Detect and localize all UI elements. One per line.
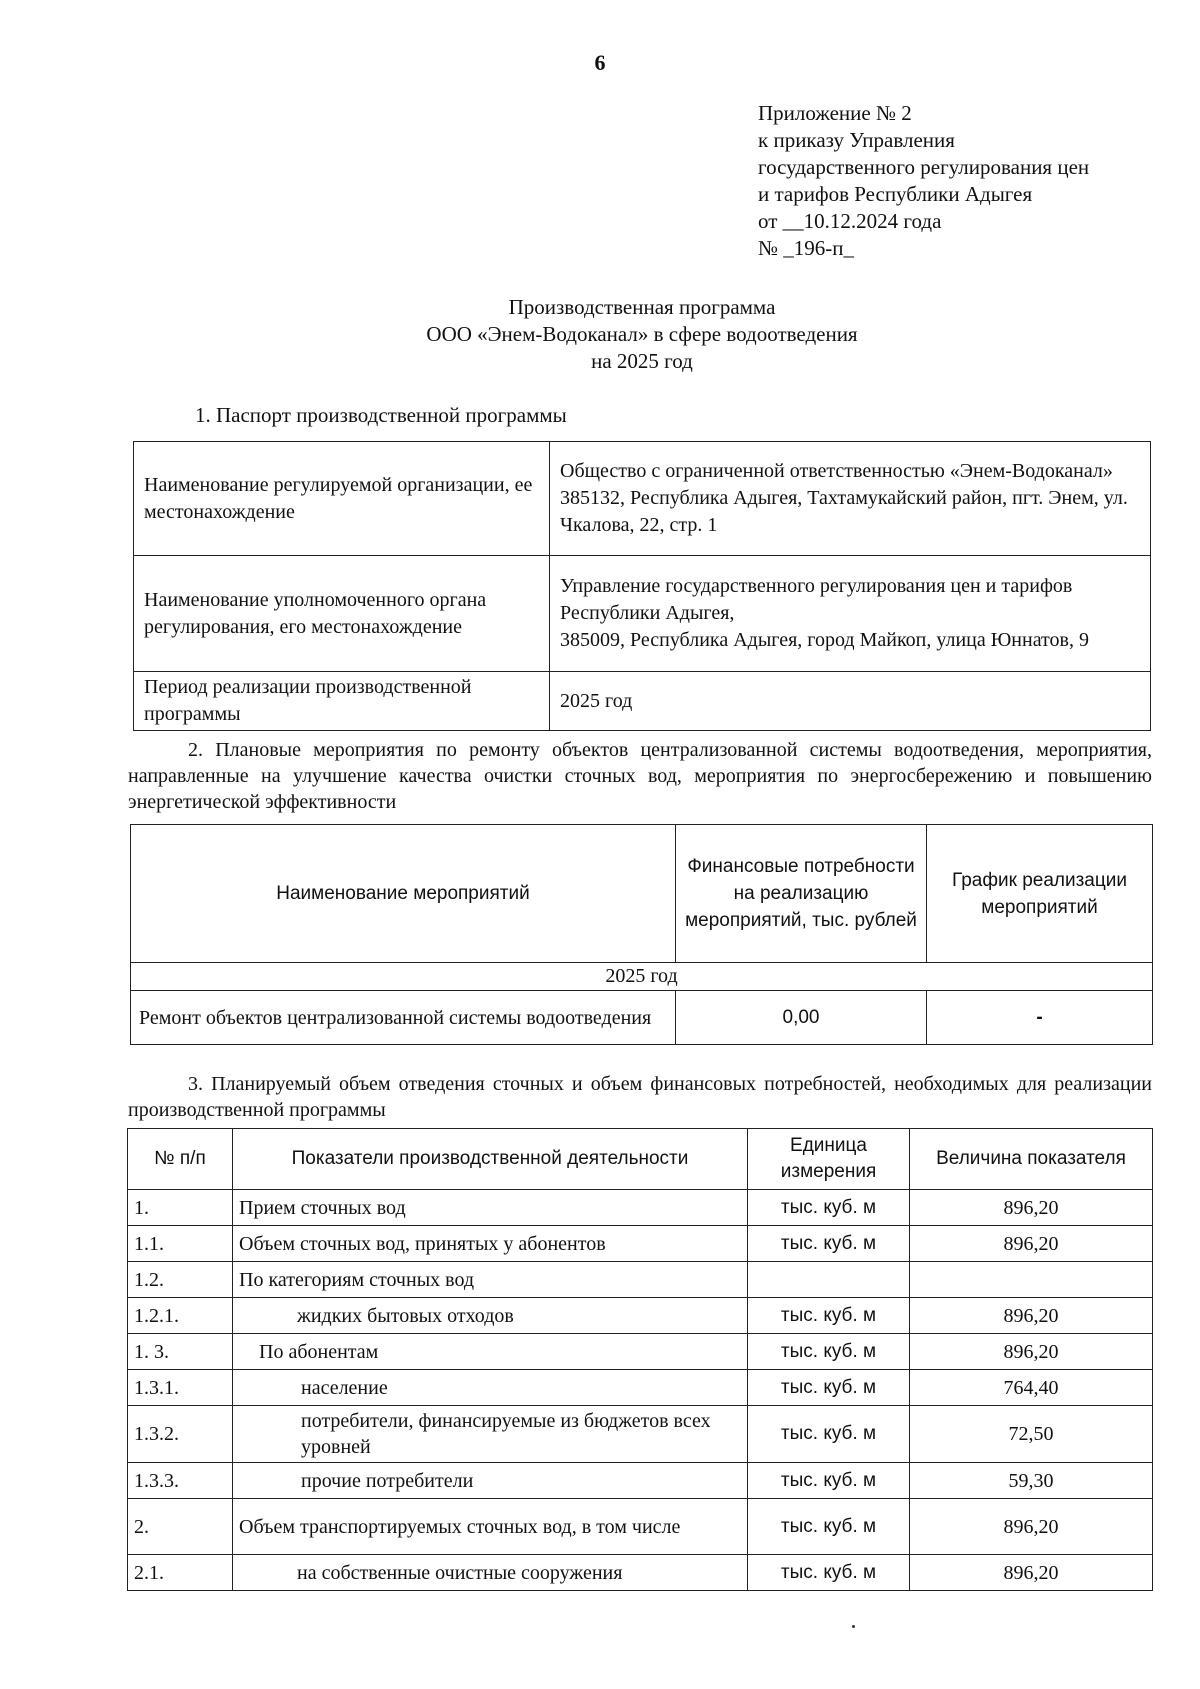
row-value: 896,20 — [910, 1190, 1153, 1226]
annex-line: к приказу Управления — [758, 128, 955, 152]
row-unit — [748, 1262, 910, 1298]
measures-row-schedule: - — [927, 991, 1153, 1045]
row-unit: тыс. куб. м — [748, 1499, 910, 1555]
row-num: 1.2. — [128, 1262, 233, 1298]
measures-header-finance: Финансовые потребности на реализацию мероприятий, тыс. рублей — [676, 825, 927, 963]
row-num: 1.3.2. — [128, 1406, 233, 1463]
table-row — [128, 1298, 1153, 1334]
annex-number: № _196-п_ — [758, 236, 855, 260]
row-num: 2. — [128, 1499, 233, 1555]
measures-year-row — [131, 963, 1153, 991]
annex-date: от __10.12.2024 года — [758, 209, 942, 233]
measures-table — [130, 824, 1153, 1045]
row-indicator: население — [233, 1370, 748, 1406]
annex-block — [758, 100, 1089, 262]
row-value: 896,20 — [910, 1334, 1153, 1370]
row-num: 1.1. — [128, 1226, 233, 1262]
row-value — [910, 1262, 1153, 1298]
row-unit: тыс. куб. м — [748, 1463, 910, 1499]
passport-row — [134, 442, 1151, 556]
row-unit: тыс. куб. м — [748, 1370, 910, 1406]
table-row — [128, 1226, 1153, 1262]
measures-header-name: Наименование мероприятий — [131, 825, 676, 963]
page-number: 6 — [594, 50, 606, 75]
passport-label: Наименование уполномоченного органа регулирования, его местонахождение — [134, 556, 550, 672]
program-title-line: на 2025 год — [591, 349, 693, 373]
row-value: 72,50 — [910, 1406, 1153, 1463]
row-num: 1.3.1. — [128, 1370, 233, 1406]
row-value: 896,20 — [910, 1499, 1153, 1555]
row-unit: тыс. куб. м — [748, 1406, 910, 1463]
row-indicator: на собственные очистные сооружения — [233, 1555, 748, 1591]
table-row — [128, 1555, 1153, 1591]
row-value: 896,20 — [910, 1555, 1153, 1591]
row-indicator: По категориям сточных вод — [233, 1262, 748, 1298]
program-title-line: ООО «Энем-Водоканал» в сфере водоотведения — [426, 322, 858, 346]
row-indicator: Объем транспортируемых сточных вод, в том числе — [233, 1499, 748, 1555]
indicators-header-num: № п/п — [128, 1129, 233, 1190]
measures-row-name: Ремонт объектов централизованной системы водоотведения — [131, 991, 676, 1045]
row-num: 2.1. — [128, 1555, 233, 1591]
table-row — [128, 1370, 1153, 1406]
passport-label: Наименование регулируемой организации, ее местонахождение — [134, 442, 550, 556]
row-indicator: Объем сточных вод, принятых у абонентов — [233, 1226, 748, 1262]
passport-value — [550, 556, 1151, 672]
table-row — [128, 1499, 1153, 1555]
measures-header-row — [131, 825, 1153, 963]
indicators-table — [127, 1128, 1153, 1591]
measures-header-schedule: График реализации мероприятий — [927, 825, 1153, 963]
indicators-header-unit: Единица измерения — [748, 1129, 910, 1190]
passport-row — [134, 556, 1151, 672]
row-unit: тыс. куб. м — [748, 1298, 910, 1334]
row-value: 764,40 — [910, 1370, 1153, 1406]
row-indicator: прочие потребители — [233, 1463, 748, 1499]
row-indicator: Прием сточных вод — [233, 1190, 748, 1226]
indicators-header-indicator: Показатели производственной деятельности — [233, 1129, 748, 1190]
passport-value-line: 385009, Республика Адыгея, город Майкоп, улица Юннатов, 9 — [560, 629, 1089, 651]
section1-heading: 1. Паспорт производственной программы — [195, 403, 567, 427]
measures-row-finance: 0,00 — [676, 991, 927, 1045]
passport-row — [134, 672, 1151, 731]
row-unit: тыс. куб. м — [748, 1226, 910, 1262]
table-row — [128, 1262, 1153, 1298]
table-row — [128, 1190, 1153, 1226]
row-value: 896,20 — [910, 1226, 1153, 1262]
row-value: 59,30 — [910, 1463, 1153, 1499]
annex-line: государственного регулирования цен — [758, 155, 1090, 179]
passport-value-line: 385132, Республика Адыгея, Тахтамукайский район, пгт. Энем, ул. Чкалова, 22, стр. 1 — [560, 487, 1128, 536]
stray-dot — [852, 1625, 855, 1628]
passport-value-line: Общество с ограниченной ответственностью «Энем-Водоканал» — [560, 460, 1113, 482]
row-indicator: потребители, финансируемые из бюджетов всех уровней — [233, 1406, 748, 1463]
measures-year: 2025 год — [131, 963, 1153, 991]
annex-line: Приложение № 2 — [758, 101, 912, 125]
row-value: 896,20 — [910, 1298, 1153, 1334]
row-num: 1.3.3. — [128, 1463, 233, 1499]
passport-value-line: Управление государственного регулирования цен и тарифов Республики Адыгея, — [560, 575, 1073, 624]
table-row — [128, 1334, 1153, 1370]
annex-line: и тарифов Республики Адыгея — [758, 182, 1033, 206]
row-unit: тыс. куб. м — [748, 1190, 910, 1226]
row-num: 1. 3. — [128, 1334, 233, 1370]
row-num: 1.2.1. — [128, 1298, 233, 1334]
section2-paragraph: 2. Плановые мероприятия по ремонту объектов централизованной системы водоотведения, мероприятия, направленные на улучшение качества очистки сточных вод, мероприятия по энергосбережению и повышению энергетической эффективности — [128, 739, 1152, 813]
passport-value — [550, 672, 1151, 731]
passport-table — [133, 441, 1151, 731]
measures-row — [131, 991, 1153, 1045]
row-unit: тыс. куб. м — [748, 1555, 910, 1591]
passport-value-line: 2025 год — [560, 689, 633, 712]
passport-value — [550, 442, 1151, 556]
indicators-header-value: Величина показателя — [910, 1129, 1153, 1190]
section3-paragraph: 3. Планируемый объем отведения сточных и объем финансовых потребностей, необходимых для реализации производственной программы — [128, 1073, 1152, 1121]
program-title-line: Производственная программа — [508, 295, 776, 319]
table-row — [128, 1406, 1153, 1463]
indicators-header-row — [128, 1129, 1153, 1190]
row-indicator: жидких бытовых отходов — [233, 1298, 748, 1334]
row-indicator: По абонентам — [233, 1334, 748, 1370]
table-row — [128, 1463, 1153, 1499]
row-unit: тыс. куб. м — [748, 1334, 910, 1370]
passport-label: Период реализации производственной программы — [134, 672, 550, 731]
program-title — [0, 294, 1200, 375]
row-num: 1. — [128, 1190, 233, 1226]
